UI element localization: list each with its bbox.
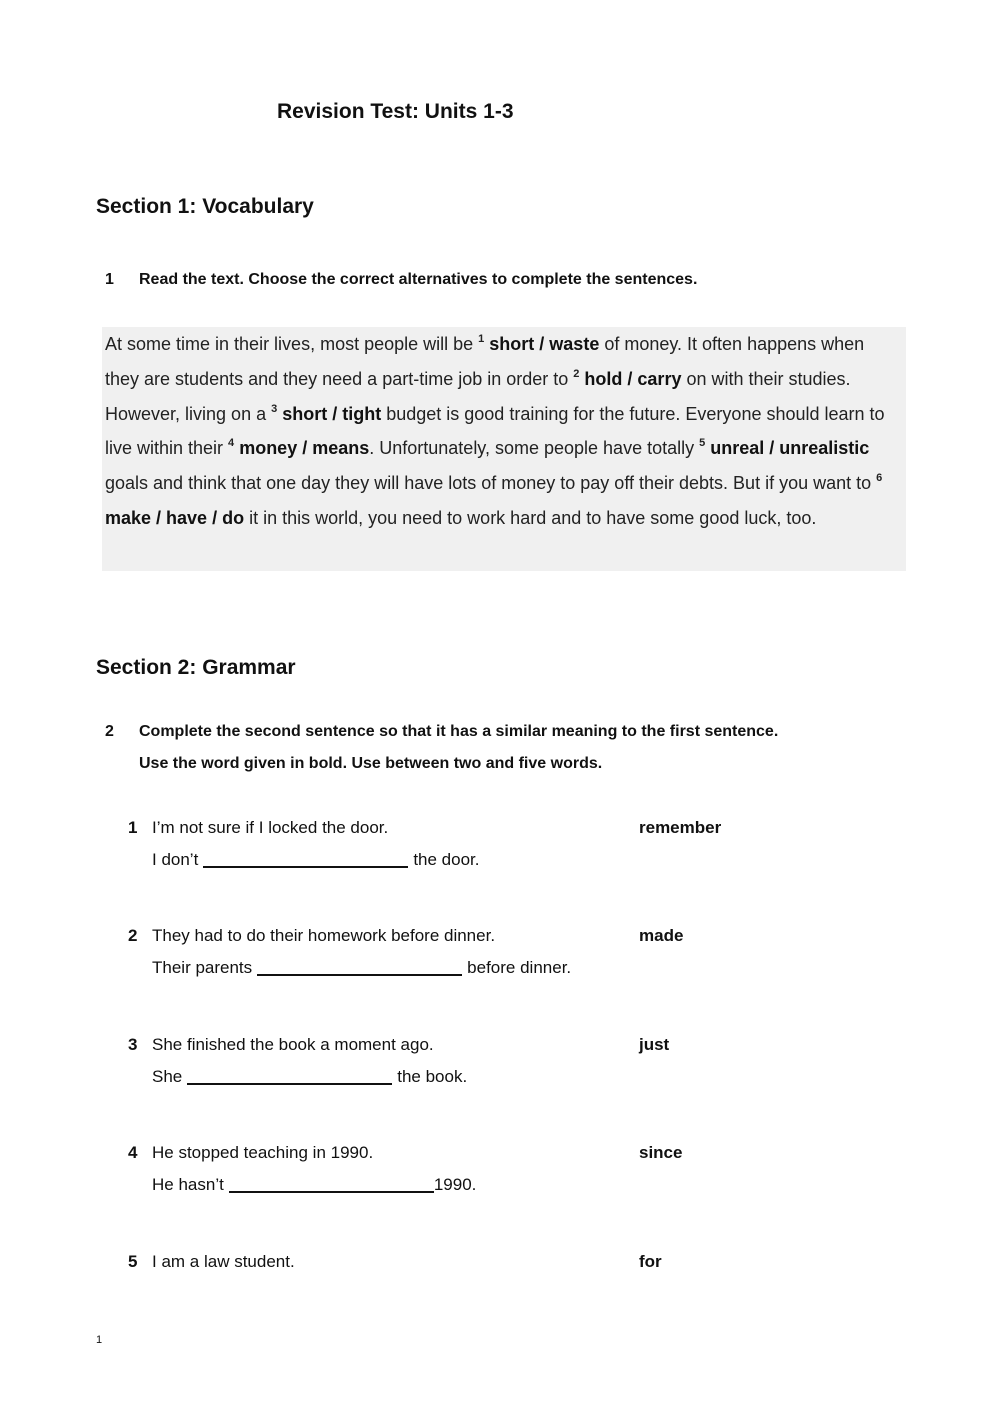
item-number: 2 [128,926,138,945]
original-sentence: I’m not sure if I locked the door. [152,818,389,837]
transformation-item [128,920,828,990]
page-title: Revision Test: Units 1-3 [277,100,514,123]
choice-option-5[interactable]: unreal / unrealistic [710,438,870,459]
original-sentence: They had to do their homework before dinner. [152,926,496,945]
section-2-heading: Section 2: Grammar [96,656,296,679]
answer-blank[interactable] [187,1063,392,1085]
choice-option-4[interactable]: money / means [239,438,370,459]
passage-text: goals and think that one day they will have lots of money to pay off their debts. But if you want to [105,473,877,494]
transformation-item [128,1137,828,1207]
answer-blank[interactable] [229,1171,434,1193]
answer-prefix: I don’t [152,850,199,869]
original-sentence: He stopped teaching in 1990. [152,1143,374,1162]
gap-number: 4 [228,437,235,450]
instruction-number: 1 [105,271,114,288]
answer-blank[interactable] [257,954,462,976]
gap-number: 1 [478,333,485,345]
choice-option-1[interactable]: short / waste [489,334,600,354]
answer-sentence [152,844,479,876]
keyword: since [639,1143,683,1162]
keyword: made [639,926,684,945]
answer-blank[interactable] [203,846,408,868]
answer-prefix: She [152,1067,183,1086]
keyword: remember [639,818,722,837]
gap-number: 3 [271,402,278,415]
item-number: 3 [128,1035,138,1054]
passage-text: on with their studies. However, living on a [105,368,851,424]
gap-number: 6 [876,472,883,485]
choice-option-3[interactable]: short / tight [282,403,382,424]
item-number: 4 [128,1143,138,1162]
answer-suffix: the door. [413,850,480,869]
answer-suffix: before dinner. [467,958,572,977]
keyword: for [639,1252,662,1271]
instruction-text: Read the text. Choose the correct alternatives to complete the sentences. [139,271,698,288]
answer-suffix: the book. [397,1067,468,1086]
answer-sentence [152,1061,467,1093]
transformation-item [128,1029,828,1099]
item-number: 5 [128,1252,138,1271]
original-sentence: She finished the book a moment ago. [152,1035,434,1054]
answer-prefix: He hasn’t [152,1175,224,1194]
instruction-text-line-1: Complete the second sentence so that it has a similar meaning to the first sentence. [139,723,779,740]
gap-number: 5 [699,437,706,450]
gap-number: 2 [573,367,580,380]
passage-text: . Unfortunately, some people have totally [369,438,700,459]
answer-suffix: 1990. [433,1175,477,1194]
passage-text: budget is good training for the future. Everyone should learn to live within their [105,403,885,459]
page-number: 1 [96,1334,103,1346]
section-1-heading: Section 1: Vocabulary [96,195,314,218]
choice-option-2[interactable]: hold / carry [584,368,682,389]
item-number: 1 [128,818,138,837]
answer-sentence [152,1169,476,1201]
passage-text: of money. It often happens when they are students and they need a part-time job in order to [105,334,865,389]
instruction-text-line-2: Use the word given in bold. Use between two and five words. [139,755,603,772]
transformation-item [128,812,828,882]
answer-sentence [152,952,571,984]
transformation-item [128,1246,828,1316]
choice-option-6[interactable]: make / have / do [105,507,245,528]
vocabulary-passage [102,327,906,571]
original-sentence: I am a law student. [152,1252,295,1271]
answer-prefix: Their parents [152,958,253,977]
passage-text: it in this world, you need to work hard and to have some good luck, too. [244,507,817,528]
keyword: just [639,1035,670,1054]
passage-text: At some time in their lives, most people will be [105,334,479,354]
instruction-number: 2 [105,723,114,740]
